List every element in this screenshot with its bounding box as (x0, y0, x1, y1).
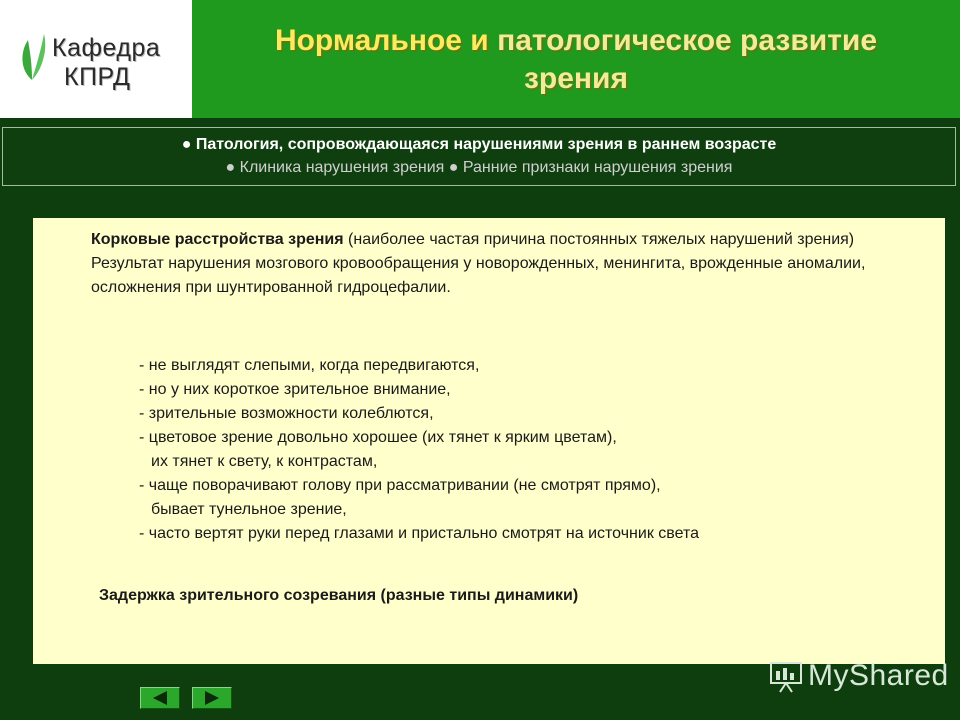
intro-heading: Корковые расстройства зрения (91, 231, 344, 248)
content-panel (33, 218, 945, 664)
list-item: - цветовое зрение довольно хорошее (их тянет к ярким цветам), (139, 429, 617, 446)
list-item: - зрительные возможности колеблются, (139, 405, 434, 422)
delay-heading: Задержка зрительного созревания (разные типы динамики) (99, 587, 579, 604)
presentation-icon (768, 659, 804, 693)
title-line2: зрения (524, 62, 628, 95)
title-part1: Нормальное и (274, 24, 489, 57)
logo-line1: Кафедра (52, 34, 161, 62)
list-item: бывает тунельное зрение, (151, 501, 347, 518)
page-title (192, 22, 960, 98)
topic-link-current[interactable]: ● Патология, сопровождающаяся нарушениями зрения в раннем возрасте (181, 136, 777, 153)
leaf-icon (18, 30, 46, 82)
watermark-text: MyShared (808, 659, 949, 693)
list-item: - часто вертят руки перед глазами и пристально смотрят на источник света (139, 525, 699, 542)
list-item: - но у них короткое зрительное внимание, (139, 381, 451, 398)
list-item: - не выглядят слепыми, когда передвигаются, (139, 357, 480, 374)
topic-links-other[interactable]: ● Клиника нарушения зрения ● Ранние признаки нарушения зрения (225, 159, 733, 176)
topic-nav (2, 127, 956, 186)
logo (0, 0, 192, 118)
next-slide-button[interactable] (192, 687, 232, 709)
prev-slide-button[interactable] (140, 687, 180, 709)
list-item: - чаще поворачивают голову при рассматривании (не смотрят прямо), (139, 477, 661, 494)
symptom-list (139, 354, 929, 546)
watermark (768, 655, 949, 695)
intro-text: (наиболее частая причина постоянных тяжелых нарушений зрения) Результат нарушения мозгового кровообращения у новорожденных, менингита, врожденные аномалии, осложнения при шунтированной гидроцефалии. (91, 231, 866, 296)
logo-text (52, 34, 160, 92)
intro-paragraph (91, 228, 931, 300)
arrow-left-icon (152, 691, 168, 705)
arrow-right-icon (204, 691, 220, 705)
logo-line2: КПРД (64, 63, 131, 91)
title-part2: патологическое развитие (488, 24, 878, 57)
list-item: их тянет к свету, к контрастам, (151, 453, 378, 470)
